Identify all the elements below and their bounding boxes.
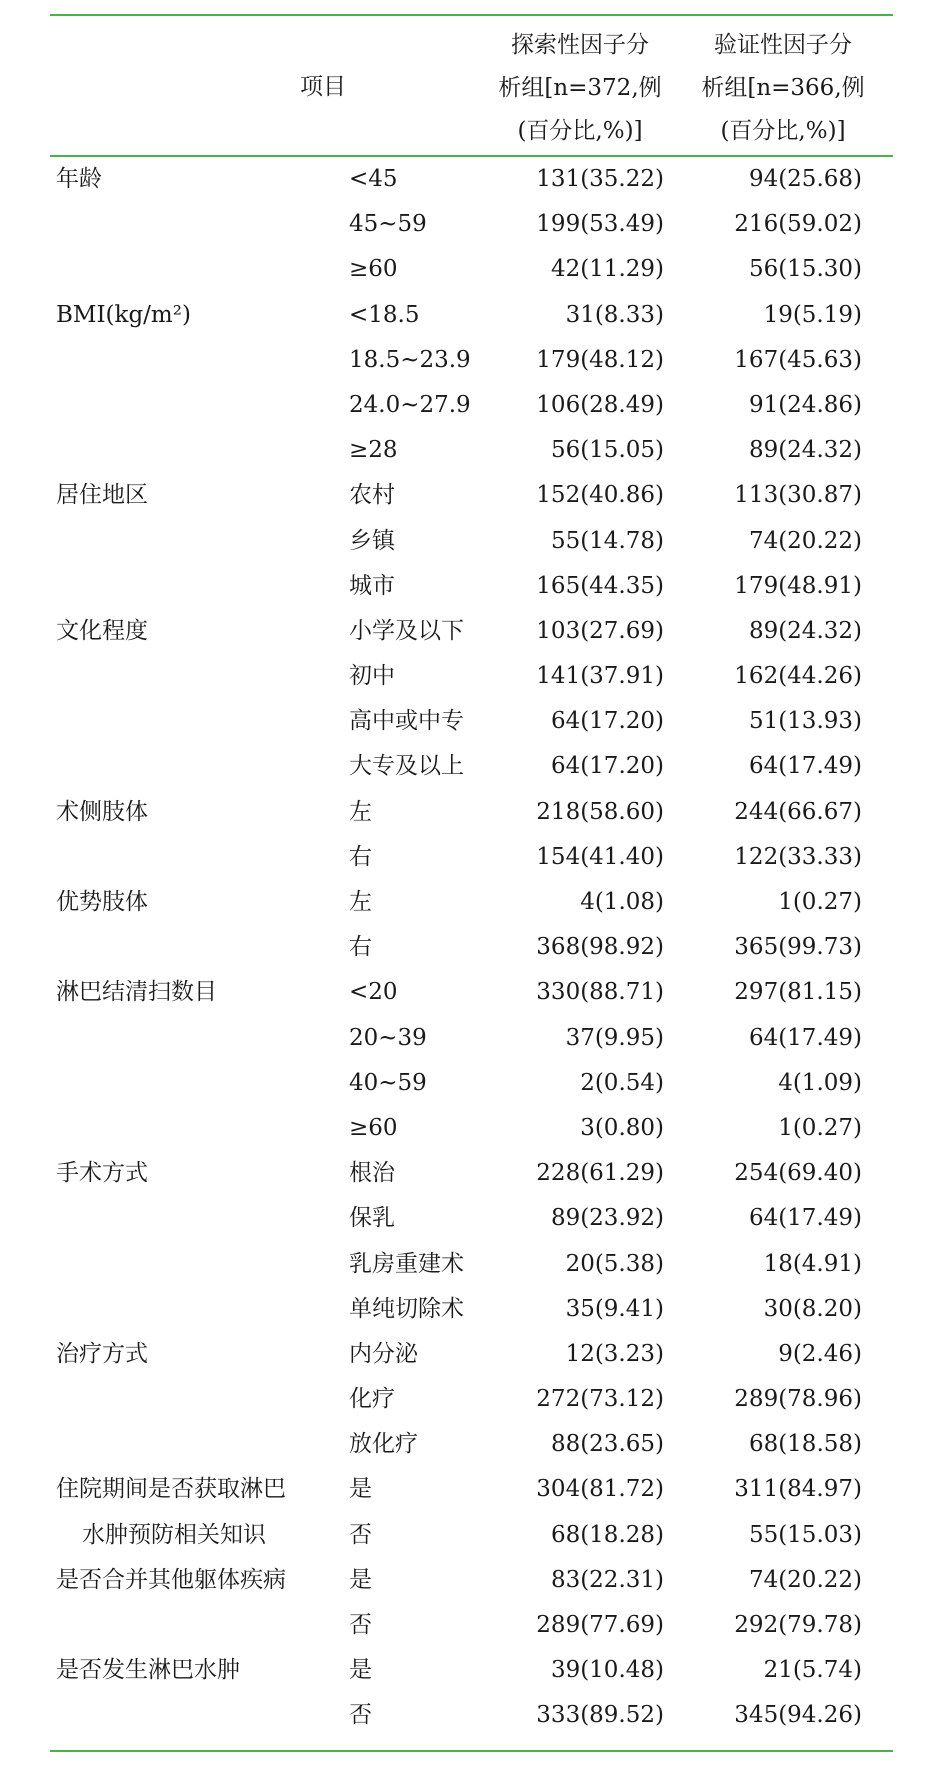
row-confirmatory-value: 167(45.63) bbox=[734, 346, 862, 373]
table-row bbox=[0, 1332, 926, 1377]
table-row bbox=[0, 1467, 926, 1512]
row-subcategory: 小学及以下 bbox=[349, 617, 464, 644]
table-row bbox=[0, 1106, 926, 1151]
row-subcategory: 内分泌 bbox=[349, 1340, 418, 1367]
table-row bbox=[0, 519, 926, 564]
row-item-label: 淋巴结清扫数目 bbox=[56, 979, 217, 1006]
row-subcategory: 高中或中专 bbox=[349, 708, 464, 735]
row-subcategory: 18.5~23.9 bbox=[349, 346, 471, 373]
row-exploratory-value: 4(1.08) bbox=[580, 889, 664, 915]
table-row bbox=[0, 609, 926, 654]
row-subcategory: 否 bbox=[349, 1612, 372, 1638]
row-subcategory: 化疗 bbox=[349, 1386, 395, 1413]
row-confirmatory-value: 21(5.74) bbox=[763, 1657, 862, 1684]
row-subcategory: 左 bbox=[349, 798, 372, 825]
row-exploratory-value: 218(58.60) bbox=[536, 798, 664, 825]
row-confirmatory-value: 51(13.93) bbox=[748, 708, 862, 735]
row-subcategory: 左 bbox=[349, 889, 372, 915]
row-exploratory-value: 68(18.28) bbox=[550, 1521, 664, 1548]
table-row bbox=[0, 1196, 926, 1241]
table-body bbox=[0, 157, 926, 1739]
row-exploratory-value: 304(81.72) bbox=[536, 1476, 664, 1503]
table-row bbox=[0, 293, 926, 338]
table-row bbox=[0, 1016, 926, 1061]
row-exploratory-value: 368(98.92) bbox=[536, 934, 664, 961]
table-bottom-rule bbox=[50, 1750, 893, 1752]
row-exploratory-value: 64(17.20) bbox=[550, 753, 664, 780]
row-item-label: 手术方式 bbox=[56, 1160, 148, 1187]
row-exploratory-value: 179(48.12) bbox=[536, 346, 664, 373]
row-exploratory-value: 35(9.41) bbox=[565, 1295, 664, 1322]
row-subcategory: 24.0~27.9 bbox=[349, 391, 471, 418]
row-subcategory: 20~39 bbox=[349, 1024, 427, 1051]
row-subcategory: 初中 bbox=[349, 663, 395, 690]
table-top-rule bbox=[50, 14, 893, 16]
table-row bbox=[0, 247, 926, 292]
row-exploratory-value: 103(27.69) bbox=[536, 617, 664, 644]
row-item-label: 优势肢体 bbox=[56, 889, 148, 915]
row-exploratory-value: 152(40.86) bbox=[536, 482, 664, 509]
row-subcategory: 是 bbox=[349, 1476, 372, 1503]
row-subcategory: 单纯切除术 bbox=[349, 1295, 464, 1322]
table-row bbox=[0, 1061, 926, 1106]
row-confirmatory-value: 122(33.33) bbox=[734, 843, 862, 870]
table-row bbox=[0, 1151, 926, 1196]
row-confirmatory-value: 311(84.97) bbox=[734, 1476, 862, 1503]
row-subcategory: 乡镇 bbox=[349, 527, 395, 554]
row-confirmatory-value: 179(48.91) bbox=[734, 572, 862, 599]
table-row bbox=[0, 1603, 926, 1648]
table-row bbox=[0, 428, 926, 473]
row-exploratory-value: 289(77.69) bbox=[536, 1612, 664, 1638]
table-row bbox=[0, 654, 926, 699]
row-confirmatory-value: 292(79.78) bbox=[734, 1612, 862, 1638]
row-item-label: 是否发生淋巴水肿 bbox=[56, 1657, 240, 1684]
table-row bbox=[0, 1242, 926, 1287]
row-confirmatory-value: 55(15.03) bbox=[748, 1521, 862, 1548]
row-exploratory-value: 37(9.95) bbox=[565, 1024, 664, 1051]
row-item-label: 是否合并其他躯体疾病 bbox=[56, 1566, 286, 1593]
row-exploratory-value: 3(0.80) bbox=[580, 1114, 664, 1141]
row-subcategory: ≥60 bbox=[349, 256, 398, 283]
row-subcategory: <45 bbox=[349, 166, 398, 192]
table-row bbox=[0, 880, 926, 925]
row-exploratory-value: 64(17.20) bbox=[550, 708, 664, 735]
row-confirmatory-value: 18(4.91) bbox=[763, 1250, 862, 1277]
row-subcategory: 右 bbox=[349, 934, 372, 961]
table-row bbox=[0, 473, 926, 518]
row-item-label: 治疗方式 bbox=[56, 1340, 148, 1367]
row-subcategory: 保乳 bbox=[349, 1205, 395, 1232]
row-item-label: 居住地区 bbox=[56, 482, 148, 509]
row-confirmatory-value: 64(17.49) bbox=[748, 1205, 862, 1232]
row-subcategory: 否 bbox=[349, 1702, 372, 1729]
header-confirmatory-line-2: 析组[n=366,例 bbox=[701, 75, 865, 101]
row-confirmatory-value: 89(24.32) bbox=[748, 437, 862, 464]
table-row bbox=[0, 1693, 926, 1738]
row-confirmatory-value: 68(18.58) bbox=[748, 1431, 862, 1458]
row-confirmatory-value: 9(2.46) bbox=[778, 1340, 862, 1367]
table-row bbox=[0, 564, 926, 609]
row-exploratory-value: 56(15.05) bbox=[550, 437, 664, 464]
row-exploratory-value: 199(53.49) bbox=[536, 211, 664, 238]
row-confirmatory-value: 4(1.09) bbox=[778, 1069, 862, 1096]
row-subcategory: 农村 bbox=[349, 482, 395, 509]
row-exploratory-value: 88(23.65) bbox=[550, 1431, 664, 1458]
row-item-label: BMI(kg/m²) bbox=[56, 301, 191, 328]
row-item-label: 年龄 bbox=[56, 166, 102, 192]
row-exploratory-value: 2(0.54) bbox=[580, 1069, 664, 1096]
row-item-label: 术侧肢体 bbox=[56, 798, 148, 825]
row-exploratory-value: 154(41.40) bbox=[536, 843, 664, 870]
row-subcategory: 根治 bbox=[349, 1160, 395, 1187]
row-exploratory-value: 333(89.52) bbox=[536, 1702, 664, 1729]
row-confirmatory-value: 89(24.32) bbox=[748, 617, 862, 644]
row-subcategory: 否 bbox=[349, 1521, 372, 1548]
table-row bbox=[0, 1558, 926, 1603]
row-subcategory: <20 bbox=[349, 979, 398, 1006]
header-exploratory-line-3: (百分比,%)] bbox=[517, 118, 643, 144]
row-exploratory-value: 39(10.48) bbox=[550, 1657, 664, 1684]
row-confirmatory-value: 113(30.87) bbox=[734, 482, 862, 509]
row-subcategory: 大专及以上 bbox=[349, 753, 464, 780]
table-row bbox=[0, 1377, 926, 1422]
row-exploratory-value: 106(28.49) bbox=[536, 391, 664, 418]
table-row bbox=[0, 925, 926, 970]
row-exploratory-value: 330(88.71) bbox=[536, 979, 664, 1006]
row-subcategory: ≥28 bbox=[349, 437, 398, 464]
row-confirmatory-value: 244(66.67) bbox=[734, 798, 862, 825]
row-subcategory: <18.5 bbox=[349, 301, 420, 328]
header-confirmatory-line-1: 验证性因子分 bbox=[714, 32, 852, 58]
row-subcategory: 城市 bbox=[349, 572, 395, 599]
row-item-label: 文化程度 bbox=[56, 617, 148, 644]
row-subcategory: 45~59 bbox=[349, 211, 427, 238]
table-row bbox=[0, 157, 926, 202]
table-row bbox=[0, 970, 926, 1015]
table-row bbox=[0, 1513, 926, 1558]
header-confirmatory-group bbox=[693, 24, 873, 153]
row-confirmatory-value: 19(5.19) bbox=[763, 301, 862, 328]
header-item: 项目 bbox=[300, 74, 346, 100]
row-subcategory: 放化疗 bbox=[349, 1431, 418, 1458]
row-item-label: 水肿预防相关知识 bbox=[82, 1521, 266, 1548]
table-row bbox=[0, 744, 926, 789]
table-row bbox=[0, 790, 926, 835]
row-item-label: 住院期间是否获取淋巴 bbox=[56, 1476, 286, 1503]
row-confirmatory-value: 345(94.26) bbox=[734, 1702, 862, 1729]
table-row bbox=[0, 383, 926, 428]
header-confirmatory-line-3: (百分比,%)] bbox=[720, 118, 846, 144]
row-confirmatory-value: 297(81.15) bbox=[734, 979, 862, 1006]
row-confirmatory-value: 162(44.26) bbox=[734, 663, 862, 690]
table-row bbox=[0, 1422, 926, 1467]
row-confirmatory-value: 94(25.68) bbox=[748, 166, 862, 192]
row-confirmatory-value: 254(69.40) bbox=[734, 1160, 862, 1187]
row-confirmatory-value: 74(20.22) bbox=[748, 1566, 862, 1593]
row-subcategory: 40~59 bbox=[349, 1069, 427, 1096]
row-confirmatory-value: 56(15.30) bbox=[748, 256, 862, 283]
header-exploratory-line-2: 析组[n=372,例 bbox=[498, 75, 662, 101]
row-exploratory-value: 228(61.29) bbox=[536, 1160, 664, 1187]
row-subcategory: 是 bbox=[349, 1566, 372, 1593]
row-confirmatory-value: 74(20.22) bbox=[748, 527, 862, 554]
table-row bbox=[0, 699, 926, 744]
table-row bbox=[0, 835, 926, 880]
row-confirmatory-value: 91(24.86) bbox=[748, 391, 862, 418]
row-exploratory-value: 89(23.92) bbox=[550, 1205, 664, 1232]
row-confirmatory-value: 64(17.49) bbox=[748, 753, 862, 780]
row-exploratory-value: 12(3.23) bbox=[565, 1340, 664, 1367]
row-confirmatory-value: 30(8.20) bbox=[763, 1295, 862, 1322]
header-exploratory-line-1: 探索性因子分 bbox=[511, 32, 649, 58]
table-row bbox=[0, 202, 926, 247]
row-exploratory-value: 165(44.35) bbox=[536, 572, 664, 599]
header-exploratory-group bbox=[490, 24, 670, 153]
row-exploratory-value: 83(22.31) bbox=[550, 1566, 664, 1593]
row-exploratory-value: 55(14.78) bbox=[550, 527, 664, 554]
row-subcategory: 乳房重建术 bbox=[349, 1250, 464, 1277]
row-confirmatory-value: 216(59.02) bbox=[734, 211, 862, 238]
row-confirmatory-value: 365(99.73) bbox=[734, 934, 862, 961]
table-row bbox=[0, 1648, 926, 1693]
row-exploratory-value: 42(11.29) bbox=[550, 256, 664, 283]
row-exploratory-value: 20(5.38) bbox=[565, 1250, 664, 1277]
row-confirmatory-value: 64(17.49) bbox=[748, 1024, 862, 1051]
table-row bbox=[0, 1287, 926, 1332]
row-exploratory-value: 131(35.22) bbox=[536, 166, 664, 192]
row-confirmatory-value: 1(0.27) bbox=[778, 889, 862, 915]
row-exploratory-value: 272(73.12) bbox=[536, 1386, 664, 1413]
row-confirmatory-value: 1(0.27) bbox=[778, 1114, 862, 1141]
row-subcategory: 右 bbox=[349, 843, 372, 870]
row-subcategory: ≥60 bbox=[349, 1114, 398, 1141]
row-confirmatory-value: 289(78.96) bbox=[734, 1386, 862, 1413]
table-row bbox=[0, 338, 926, 383]
row-subcategory: 是 bbox=[349, 1657, 372, 1684]
row-exploratory-value: 31(8.33) bbox=[565, 301, 664, 328]
row-exploratory-value: 141(37.91) bbox=[536, 663, 664, 690]
